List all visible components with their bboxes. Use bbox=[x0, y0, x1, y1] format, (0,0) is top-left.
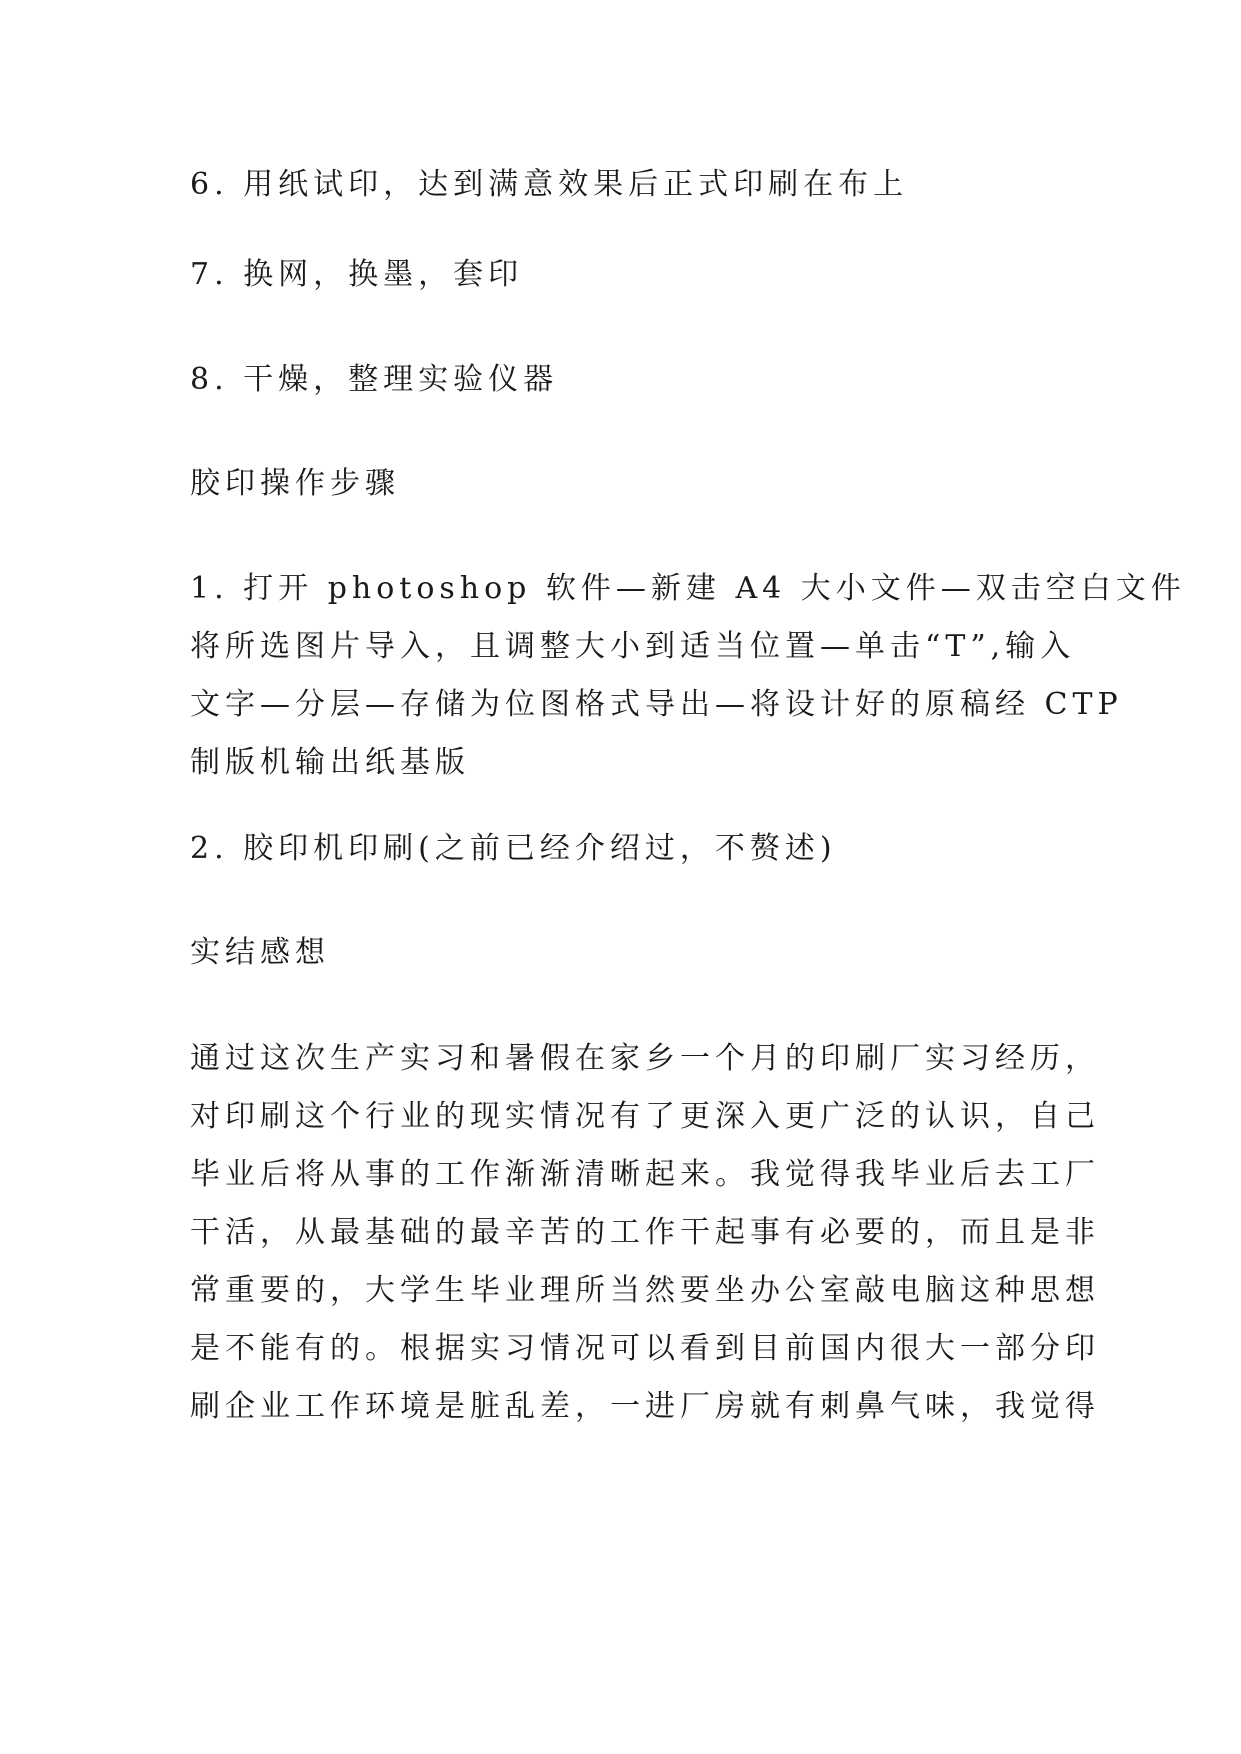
offset-step-1 bbox=[190, 560, 1186, 792]
text-line: 2. 胶印机印刷(之前已经介绍过，不赘述) bbox=[190, 831, 837, 866]
offset-step-2 bbox=[190, 820, 1070, 878]
screen-print-step-7 bbox=[190, 246, 1070, 304]
text-line: 干活，从最基础的最辛苦的工作干起事有必要的，而且是非 bbox=[190, 1215, 1100, 1250]
text-line: 6. 用纸试印，达到满意效果后正式印刷在布上 bbox=[190, 167, 909, 202]
text-line: 8. 干燥，整理实验仪器 bbox=[190, 362, 559, 397]
text-line: 刷企业工作环境是脏乱差，一进厂房就有刺鼻气味，我觉得 bbox=[190, 1389, 1100, 1424]
text-line: 1. 打开 photoshop 软件—新建 A4 大小文件—双击空白文件 bbox=[190, 571, 1186, 606]
summary-paragraph bbox=[190, 1030, 1100, 1436]
text-line: 常重要的，大学生毕业理所当然要坐办公室敲电脑这种思想 bbox=[190, 1273, 1100, 1308]
screen-print-step-6 bbox=[190, 156, 1070, 214]
text-line: 对印刷这个行业的现实情况有了更深入更广泛的认识，自己 bbox=[190, 1099, 1100, 1134]
text-line: 文字—分层—存储为位图格式导出—将设计好的原稿经 CTP bbox=[190, 687, 1123, 722]
section-heading: 实结感想 bbox=[190, 935, 330, 970]
text-line: 7. 换网，换墨，套印 bbox=[190, 257, 524, 292]
screen-print-step-8 bbox=[190, 351, 1070, 409]
section-heading: 胶印操作步骤 bbox=[190, 466, 400, 501]
summary-heading bbox=[190, 924, 1070, 982]
offset-heading bbox=[190, 455, 1070, 513]
text-line: 毕业后将从事的工作渐渐清晰起来。我觉得我毕业后去工厂 bbox=[190, 1157, 1100, 1192]
text-line: 是不能有的。根据实习情况可以看到目前国内很大一部分印 bbox=[190, 1331, 1100, 1366]
text-line: 制版机输出纸基版 bbox=[190, 745, 470, 780]
text-line: 将所选图片导入，且调整大小到适当位置—单击“T”,输入 bbox=[190, 629, 1076, 664]
text-line: 通过这次生产实习和暑假在家乡一个月的印刷厂实习经历， bbox=[190, 1041, 1100, 1076]
